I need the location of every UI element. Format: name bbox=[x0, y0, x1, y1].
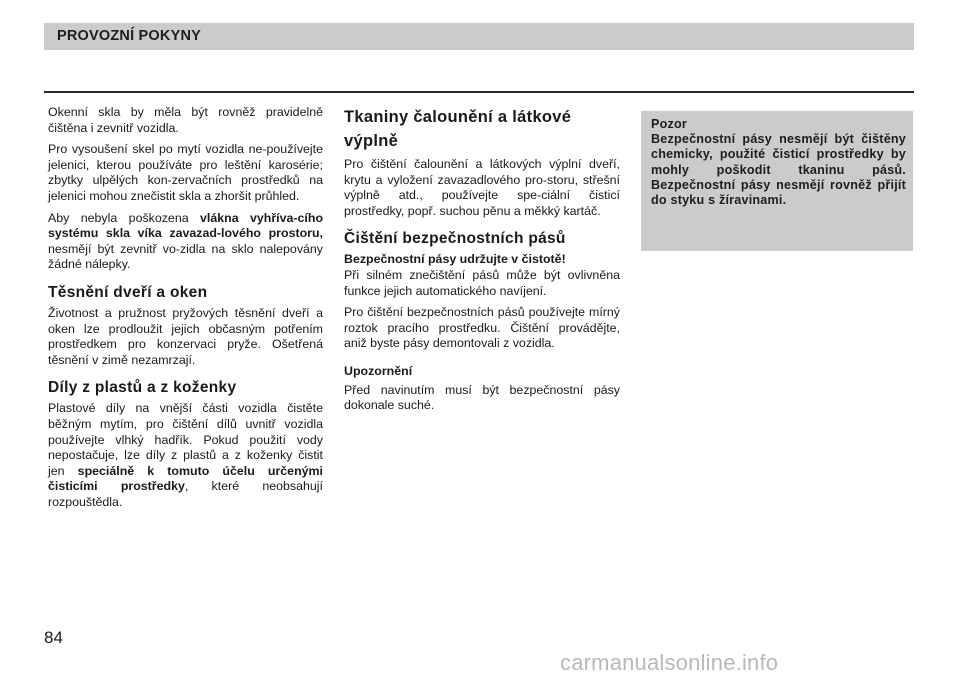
warning-content bbox=[651, 117, 906, 208]
lead-belts: Bezpečnostní pásy udržujte v čistotě! bbox=[344, 252, 566, 267]
text-run: Aby nebyla poškozena bbox=[48, 210, 201, 225]
paragraph-plastic bbox=[48, 401, 323, 510]
paragraph-belt-cleaning: Pro čištění bezpečnostních pásů používejte mírný roztok pracího prostředku. Čištění provádějte, aniž byste pásy demontovali z vozidla. bbox=[344, 305, 620, 351]
heading-belts: Čištění bezpečnostních pásů bbox=[344, 230, 566, 248]
paragraph-fabrics: Pro čištění čalounění a látkových výplní dveří, krytu a vyložení zavazadlového pro-storu, střešní výplně atd., používejte spe-ciální čisticí prostředky, popř. suchou pěnu a měkký kartáč. bbox=[344, 157, 620, 218]
paragraph-seals: Životnost a pružnost pryžových těsnění dveří a oken lze prodloužit jejich občasným potřením prostředkem pro konzervaci pryže. Ošetřená těsnění v zimě nezamrzají. bbox=[48, 305, 323, 367]
text-run: nesmějí být zevnitř vo-zidla na sklo nalepovány žádné nálepky. bbox=[48, 241, 323, 272]
heading-fabrics: Tkaniny čalounění a látkové výplně bbox=[344, 108, 572, 150]
warning-title: Pozor bbox=[651, 117, 687, 131]
paragraph-drying: Pro vysoušení skel po mytí vozidla ne-používejte jelenici, kterou používáte pro leštění karosérie; zbytky ulpělých kon-zervačních prostředků na jelenici mohou znečistit skla a zhoršit průhled. bbox=[48, 142, 323, 203]
notice-heading: Upozornění bbox=[344, 363, 413, 378]
paragraph-window-cleaning: Okenní skla by měla být rovněž pravidelně čištěna i zevnitř vozidla. bbox=[48, 105, 323, 135]
notice-text: Před navinutím musí být bezpečnostní pásy dokonale suché. bbox=[344, 382, 620, 413]
heading-plastic: Díly z plastů a z koženky bbox=[48, 379, 237, 397]
text-run: Plastové díly na vnější části vozidla čistěte běžným mytím, pro čištění dílů uvnitř vozidla používejte vlhký hadřík. Pokud použití vody nepostačuje, lze díly z plastů a z koženky čistit jen bbox=[48, 401, 323, 478]
section-header-bar bbox=[44, 23, 914, 50]
text-run: , které neobsahují rozpouštědla. bbox=[48, 479, 323, 509]
column-middle bbox=[344, 105, 620, 420]
heading-seals: Těsnění dveří a oken bbox=[48, 283, 208, 301]
section-title: PROVOZNÍ POKYNY bbox=[57, 28, 201, 44]
paragraph-belt-function: Při silném znečištění pásů může být ovlivněna funkce jejich automatického navíjení. bbox=[344, 267, 620, 298]
warning-box bbox=[641, 111, 913, 251]
horizontal-rule bbox=[44, 91, 914, 93]
paragraph-heating-wires bbox=[48, 211, 323, 273]
bold-run: vlákna vyhříva-cího systému skla víka zavazad-lového prostoru, bbox=[48, 210, 324, 241]
watermark: carmanualsonline.info bbox=[560, 650, 779, 675]
bold-run: speciálně k tomuto účelu určenými čisticími prostředky bbox=[48, 463, 323, 494]
column-left bbox=[48, 105, 323, 516]
page-number: 84 bbox=[44, 628, 63, 647]
warning-text: Bezpečnostní pásy nesmějí být čištěny chemicky, použité čisticí prostředky by mohly poškodit tkaninu pásů. Bezpečnostní pásy nesmějí rovněž přijít do styku s žíravinami. bbox=[651, 132, 906, 208]
